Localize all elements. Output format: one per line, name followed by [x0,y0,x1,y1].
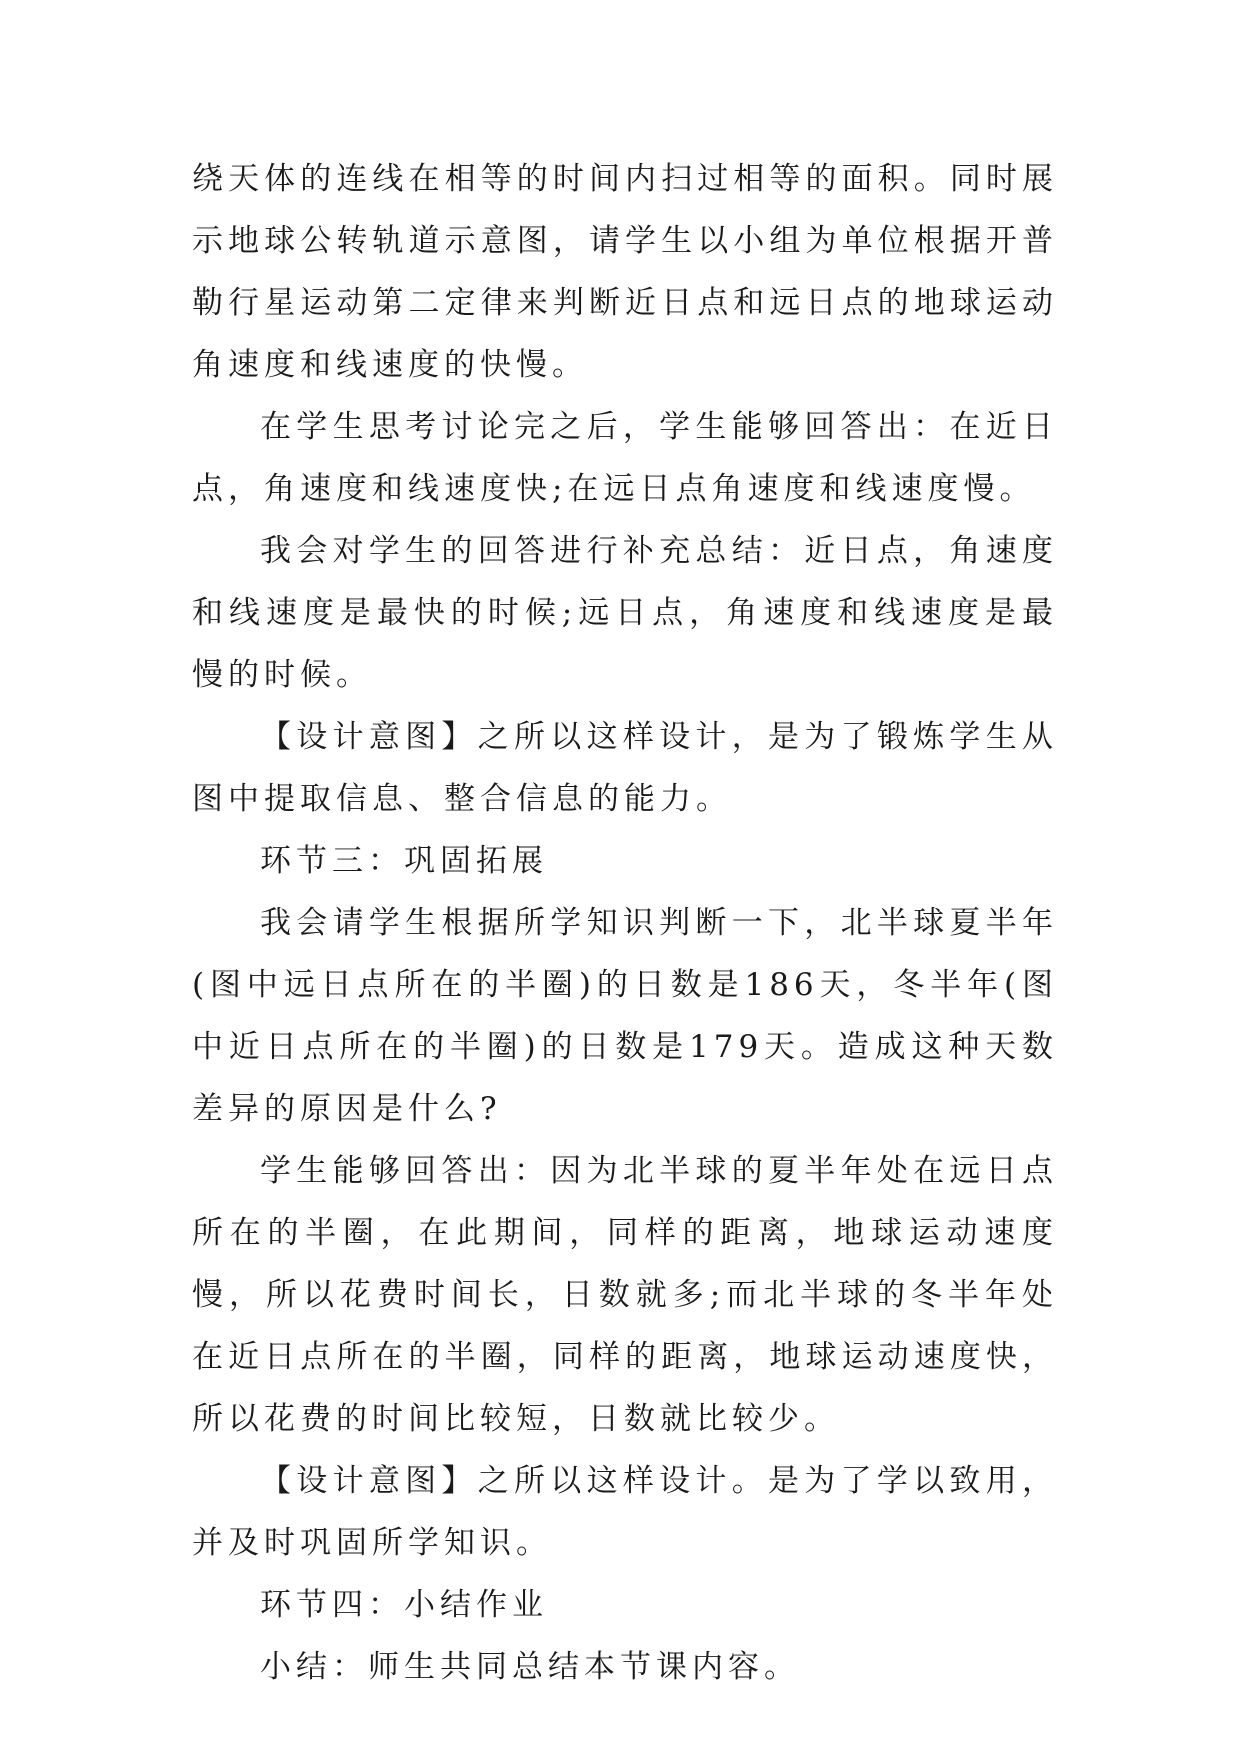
paragraph-design-intent-2: 【设计意图】之所以这样设计。是为了学以致用，并及时巩固所学知识。 [192,1463,1058,1561]
section-heading-summary: 环节四：小结作业 [260,1587,548,1623]
paragraph-student-answer: 在学生思考讨论完之后，学生能够回答出：在近日点，角速度和线速度快;在远日点角速度和线速度慢。 [192,409,1058,507]
paragraph-student-explanation: 学生能够回答出：因为北半球的夏半年处在远日点所在的半圈，在此期间，同样的距离，地球运动速度慢，所以花费时间长，日数就多;而北半球的冬半年处在近日点所在的半圈，同样的距离，地球运动速度快，所以花费的时间比较短，日数就比较少。 [192,1153,1058,1437]
paragraph-question: 我会请学生根据所学知识判断一下，北半球夏半年(图中远日点所在的半圈)的日数是186天，冬半年(图中近日点所在的半圈)的日数是179天。造成这种天数差异的原因是什么? [192,905,1058,1127]
document-body [192,148,1058,1698]
paragraph-design-intent-1: 【设计意图】之所以这样设计，是为了锻炼学生从图中提取信息、整合信息的能力。 [192,719,1058,817]
paragraph-kepler-second-law: 绕天体的连线在相等的时间内扫过相等的面积。同时展示地球公转轨道示意图，请学生以小组为单位根据开普勒行星运动第二定律来判断近日点和远日点的地球运动角速度和线速度的快慢。 [192,161,1058,383]
section-heading-consolidation: 环节三：巩固拓展 [260,843,548,879]
paragraph-summary: 小结：师生共同总结本节课内容。 [260,1649,800,1685]
paragraph-teacher-summary: 我会对学生的回答进行补充总结：近日点，角速度和线速度是最快的时候;远日点，角速度和线速度是最慢的时候。 [192,533,1058,693]
